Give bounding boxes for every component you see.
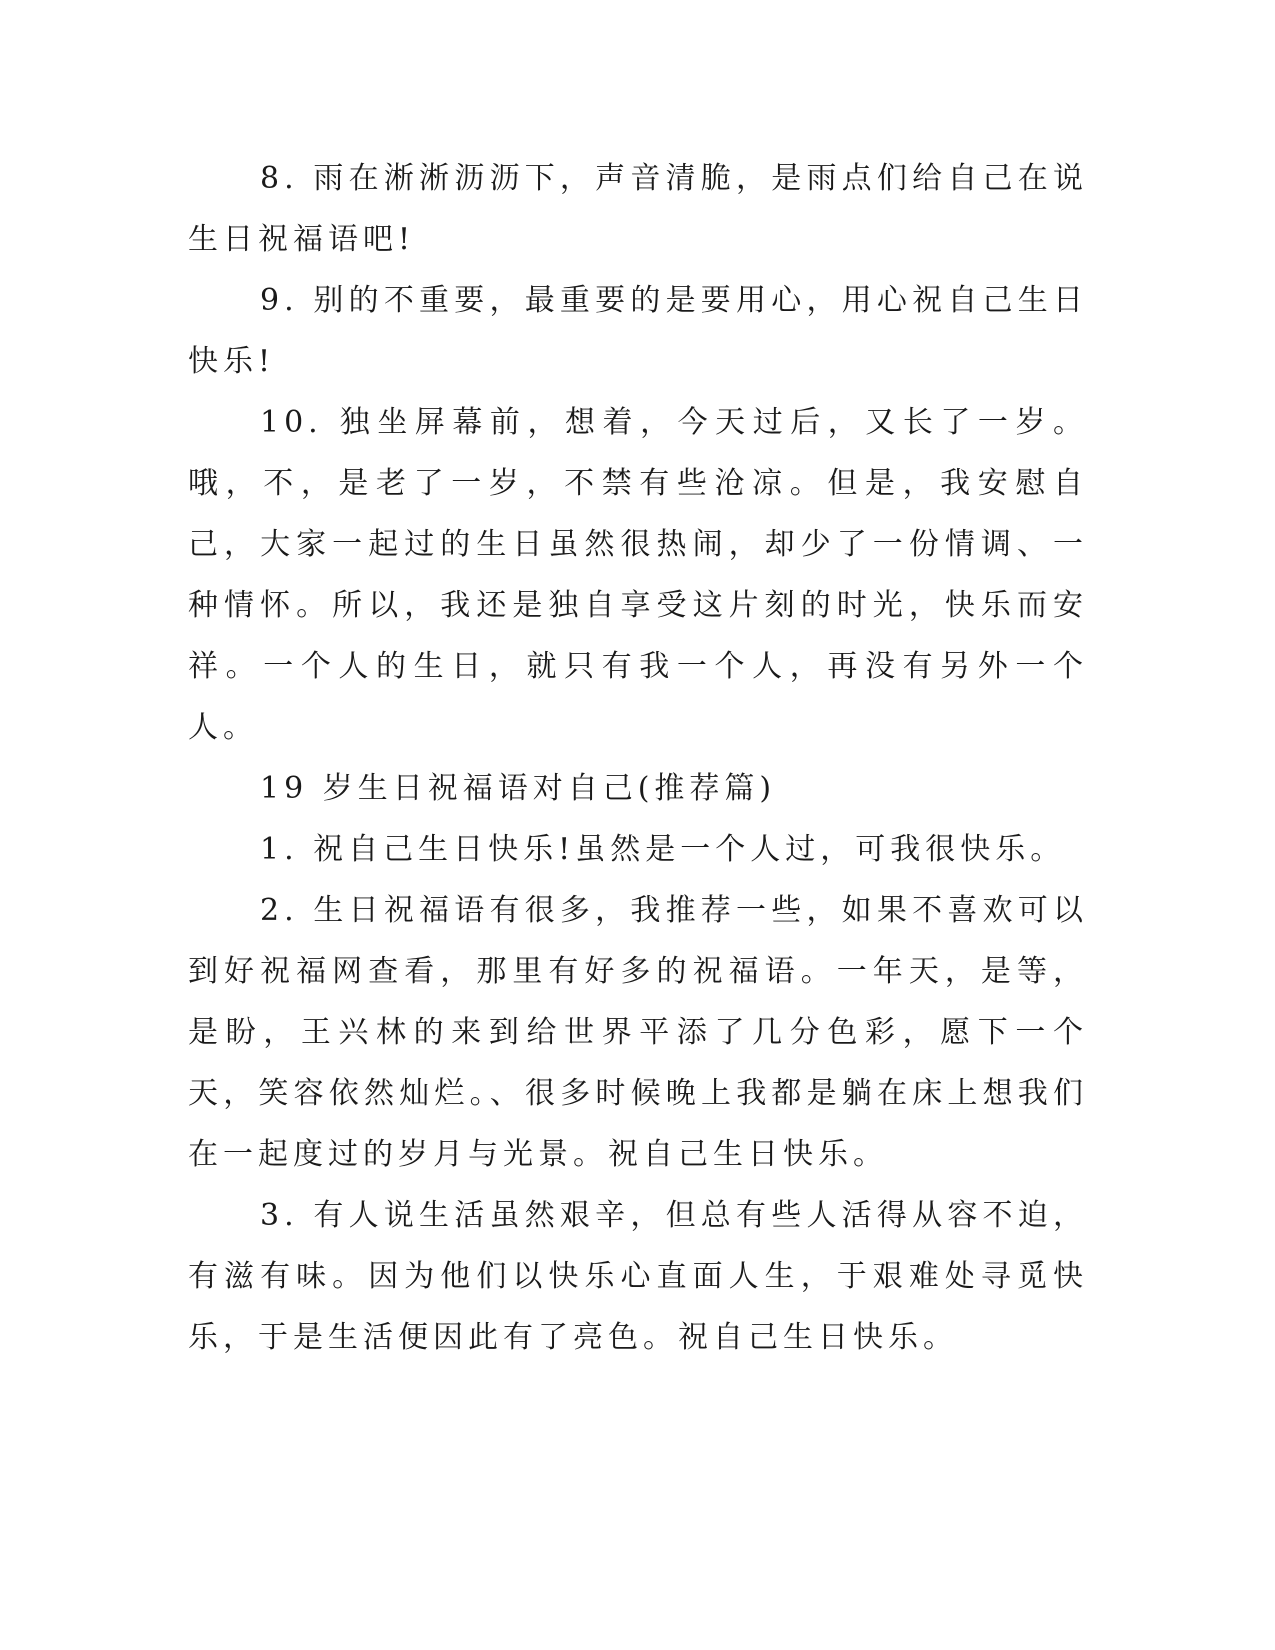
section-heading: 19 岁生日祝福语对自己(推荐篇) <box>260 771 777 806</box>
document-body <box>188 148 1088 1368</box>
paragraph-item-9: 9. 别的不重要，最重要的是要用心，用心祝自己生日快乐! <box>188 283 1088 379</box>
paragraph-item-10: 10. 独坐屏幕前，想着，今天过后，又长了一岁。哦，不，是老了一岁，不禁有些沧凉。但是，我安慰自己，大家一起过的生日虽然很热闹，却少了一份情调、一种情怀。所以，我还是独自享受这片刻的时光，快乐而安祥。一个人的生日，就只有我一个人，再没有另外一个人。 <box>188 405 1088 745</box>
paragraph-item-3: 3. 有人说生活虽然艰辛，但总有些人活得从容不迫，有滋有味。因为他们以快乐心直面人生，于艰难处寻觅快乐，于是生活便因此有了亮色。祝自己生日快乐。 <box>188 1198 1088 1355</box>
paragraph-item-8: 8. 雨在淅淅沥沥下，声音清脆，是雨点们给自己在说生日祝福语吧! <box>188 161 1088 257</box>
paragraph-item-1: 1. 祝自己生日快乐!虽然是一个人过，可我很快乐。 <box>260 832 1066 867</box>
paragraph-item-2: 2. 生日祝福语有很多，我推荐一些，如果不喜欢可以到好祝福网查看，那里有好多的祝福语。一年天，是等，是盼，王兴林的来到给世界平添了几分色彩，愿下一个天，笑容依然灿烂。、很多时候晚上我都是躺在床上想我们在一起度过的岁月与光景。祝自己生日快乐。 <box>188 893 1088 1172</box>
